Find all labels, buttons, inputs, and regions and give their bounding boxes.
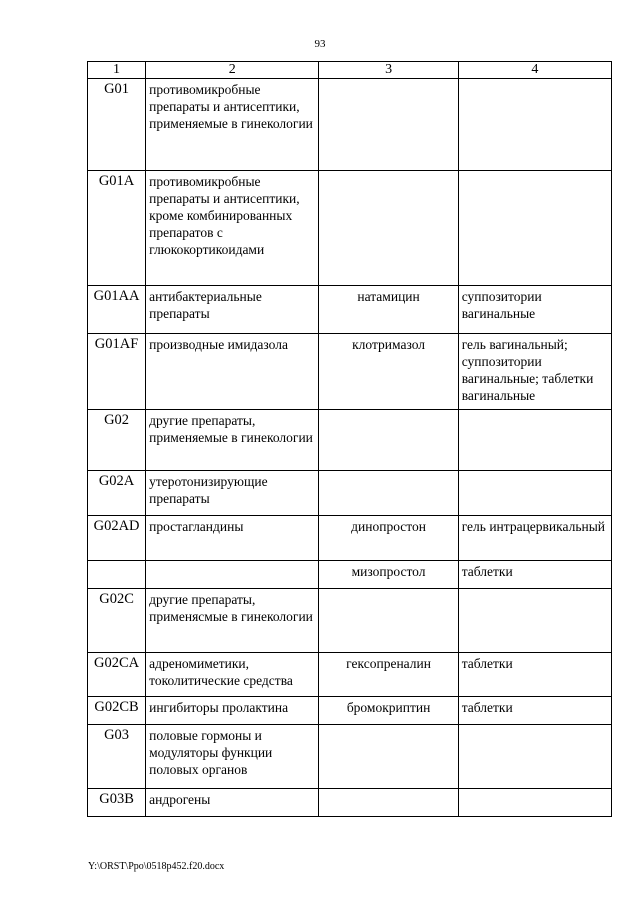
drug-name-cell xyxy=(319,79,458,171)
code-cell: G02 xyxy=(88,410,146,471)
group-cell: противомикробные препараты и антисептики, применяемые в гинекологии xyxy=(146,79,319,171)
code-cell: G03 xyxy=(88,725,146,789)
header-col-4: 4 xyxy=(458,62,611,79)
dosage-form-cell: таблетки xyxy=(458,561,611,589)
code-cell xyxy=(88,561,146,589)
table-row xyxy=(88,789,612,817)
drug-name-cell: бромокриптин xyxy=(319,697,458,725)
code-cell: G02AD xyxy=(88,516,146,561)
drug-name-cell xyxy=(319,471,458,516)
drug-name-cell xyxy=(319,410,458,471)
table-row xyxy=(88,589,612,653)
dosage-form-cell: суппозитории вагинальные xyxy=(458,286,611,334)
group-cell xyxy=(146,561,319,589)
table-body xyxy=(88,79,612,817)
header-col-2: 2 xyxy=(146,62,319,79)
table-row xyxy=(88,171,612,286)
group-cell: простагландины xyxy=(146,516,319,561)
dosage-form-cell: таблетки xyxy=(458,653,611,697)
drug-name-cell: гексопреналин xyxy=(319,653,458,697)
table-row xyxy=(88,725,612,789)
code-cell: G01AF xyxy=(88,334,146,410)
group-cell: адреномиметики, токолитические средства xyxy=(146,653,319,697)
group-cell: антибактериальные препараты xyxy=(146,286,319,334)
group-cell: андрогены xyxy=(146,789,319,817)
dosage-form-cell xyxy=(458,789,611,817)
dosage-form-cell xyxy=(458,589,611,653)
dosage-form-cell xyxy=(458,171,611,286)
header-col-3: 3 xyxy=(319,62,458,79)
group-cell: другие препараты, применясмые в гинекологии xyxy=(146,589,319,653)
table-row xyxy=(88,286,612,334)
drug-name-cell xyxy=(319,725,458,789)
code-cell: G02CA xyxy=(88,653,146,697)
code-cell: G02C xyxy=(88,589,146,653)
dosage-form-cell: гель интрацервикальный xyxy=(458,516,611,561)
table-row xyxy=(88,561,612,589)
table-row xyxy=(88,471,612,516)
code-cell: G01AA xyxy=(88,286,146,334)
table-row xyxy=(88,410,612,471)
dosage-form-cell xyxy=(458,79,611,171)
dosage-form-cell: гель вагинальный; суппозитории вагинальные; таблетки вагинальные xyxy=(458,334,611,410)
drug-name-cell: натамицин xyxy=(319,286,458,334)
group-cell: противомикробные препараты и антисептики, кроме комбинированных препаратов с глюкокортикоидами xyxy=(146,171,319,286)
drug-name-cell: клотримазол xyxy=(319,334,458,410)
table-row xyxy=(88,697,612,725)
dosage-form-cell xyxy=(458,725,611,789)
dosage-form-cell xyxy=(458,410,611,471)
header-col-1: 1 xyxy=(88,62,146,79)
table-row xyxy=(88,653,612,697)
header-row xyxy=(88,62,612,79)
code-cell: G01 xyxy=(88,79,146,171)
dosage-form-cell: таблетки xyxy=(458,697,611,725)
drug-name-cell xyxy=(319,171,458,286)
drug-classification-table xyxy=(87,61,612,817)
table-row xyxy=(88,516,612,561)
code-cell: G01A xyxy=(88,171,146,286)
group-cell: половые гормоны и модуляторы функции половых органов xyxy=(146,725,319,789)
footer-file-path: Y:\ORST\Ppo\0518p452.f20.docx xyxy=(88,861,225,872)
drug-name-cell: динопростон xyxy=(319,516,458,561)
code-cell: G03B xyxy=(88,789,146,817)
dosage-form-cell xyxy=(458,471,611,516)
drug-name-cell xyxy=(319,589,458,653)
code-cell: G02A xyxy=(88,471,146,516)
code-cell: G02CB xyxy=(88,697,146,725)
group-cell: производные имидазола xyxy=(146,334,319,410)
group-cell: ингибиторы пролактина xyxy=(146,697,319,725)
drug-name-cell: мизопростол xyxy=(319,561,458,589)
drug-name-cell xyxy=(319,789,458,817)
table-row xyxy=(88,334,612,410)
page-number: 93 xyxy=(314,38,326,50)
group-cell: утеротонизирующие препараты xyxy=(146,471,319,516)
table-row xyxy=(88,79,612,171)
group-cell: другие препараты, применяемые в гинекологии xyxy=(146,410,319,471)
